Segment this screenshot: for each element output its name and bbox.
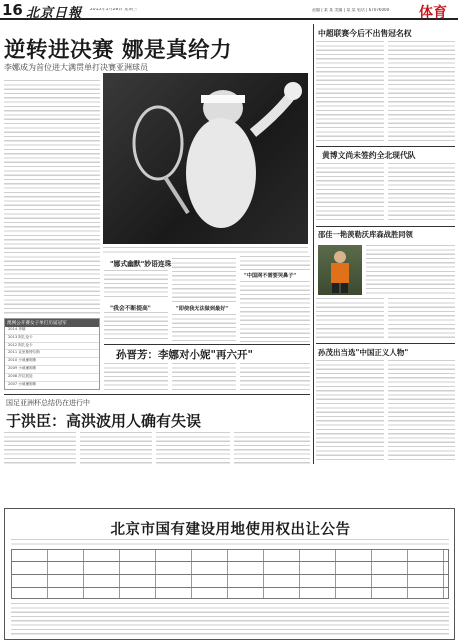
right-text-1a [316, 41, 384, 143]
football-text-4 [234, 432, 310, 464]
champions-row: 2008 莎拉波娃 [5, 374, 99, 382]
right-text-1b [388, 41, 455, 143]
right-text-3c [388, 298, 455, 340]
right-headline-3: 邵佳一艳羡勒沃库森战胜同领 [318, 230, 413, 239]
champions-row: 2010 小威廉姆斯 [5, 358, 99, 366]
page-number: 16 [2, 1, 23, 19]
paper-name: 北京日報 [26, 6, 83, 21]
football-text-2 [80, 432, 152, 464]
right-text-4b [388, 360, 455, 460]
right-text-3b [316, 298, 384, 340]
right-text-4a [316, 360, 384, 460]
land-ad-intro [11, 539, 449, 547]
champions-row: 2013 阿扎伦卡 [5, 335, 99, 343]
date-line: 2015年1月28日 星期三 [90, 8, 138, 12]
col-text-b1 [172, 258, 236, 303]
champions-row: 2009 小威廉姆斯 [5, 366, 99, 374]
lead-headline: 逆转进决赛 娜是真给力 [4, 38, 232, 63]
land-ad [4, 508, 455, 640]
col-text-c2 [240, 281, 310, 342]
section-title: 体育 [419, 5, 447, 21]
right-text-3a [366, 245, 455, 295]
col-text-a1 [104, 270, 168, 300]
land-ad-title: 北京市国有建设用地使用权出让公告 [110, 521, 351, 538]
right-headline-4: 孙茂出当选"中国正义人物" [318, 348, 409, 357]
editor-line: 责编 | 某 某 美编 | 某 某 电话 | 67076000 [312, 8, 390, 12]
right-text-2a [316, 163, 384, 223]
divider [104, 344, 310, 345]
lead-body-text [4, 80, 100, 314]
champions-row: 2012 阿扎伦卡 [5, 343, 99, 351]
lead-subhead-2: "我会不断提高" [110, 306, 151, 312]
divider [4, 394, 310, 395]
divider [316, 343, 455, 344]
right-text-2b [388, 163, 455, 223]
champions-row: 2014 李娜 [5, 327, 99, 335]
land-ad-table [11, 549, 449, 599]
right-headline-2: 黄博文尚未签约全北现代队 [322, 151, 416, 160]
right-headline-1: 中超联赛今后不出售冠名权 [318, 29, 412, 38]
lead-subhead-4: "中国网不需要哭鼻子" [244, 273, 297, 279]
column-divider [313, 24, 314, 464]
lead-photo [103, 73, 308, 244]
col-text-c1 [240, 256, 310, 270]
champions-row: 2007 小威廉姆斯 [8, 381, 37, 386]
second-text-1 [104, 363, 168, 391]
second-text-3 [240, 363, 310, 391]
champions-table [4, 318, 100, 390]
football-kicker: 国足亚洲杯总结仍在进行中 [6, 399, 90, 407]
masthead [0, 0, 458, 20]
champions-table-title: 澳网公开赛女子单打历届冠军 [5, 319, 99, 327]
football-text-1 [4, 432, 76, 464]
col-text-b2 [172, 314, 236, 342]
football-text-3 [156, 432, 230, 464]
champions-row: 2011 克里斯特尔斯 [5, 350, 99, 358]
lead-subhead-1: "娜式幽默"妙语连珠 [110, 260, 172, 268]
col-text-a2 [104, 312, 168, 342]
second-text-2 [172, 363, 236, 391]
land-ad-notes [11, 603, 449, 637]
lead-subhead-3: "即使我无法做到最好" [176, 306, 229, 312]
lead-subhead: 李娜成为首位进大满贯单打决赛亚洲球员 [4, 63, 148, 72]
divider [316, 146, 455, 147]
player-photo [318, 245, 362, 295]
second-headline: 孙晋芳：李娜对小妮"再六开" [116, 349, 253, 361]
football-headline: 于洪臣：高洪波用人确有失误 [6, 412, 202, 430]
lead-text-right [103, 247, 308, 253]
divider [316, 226, 455, 227]
